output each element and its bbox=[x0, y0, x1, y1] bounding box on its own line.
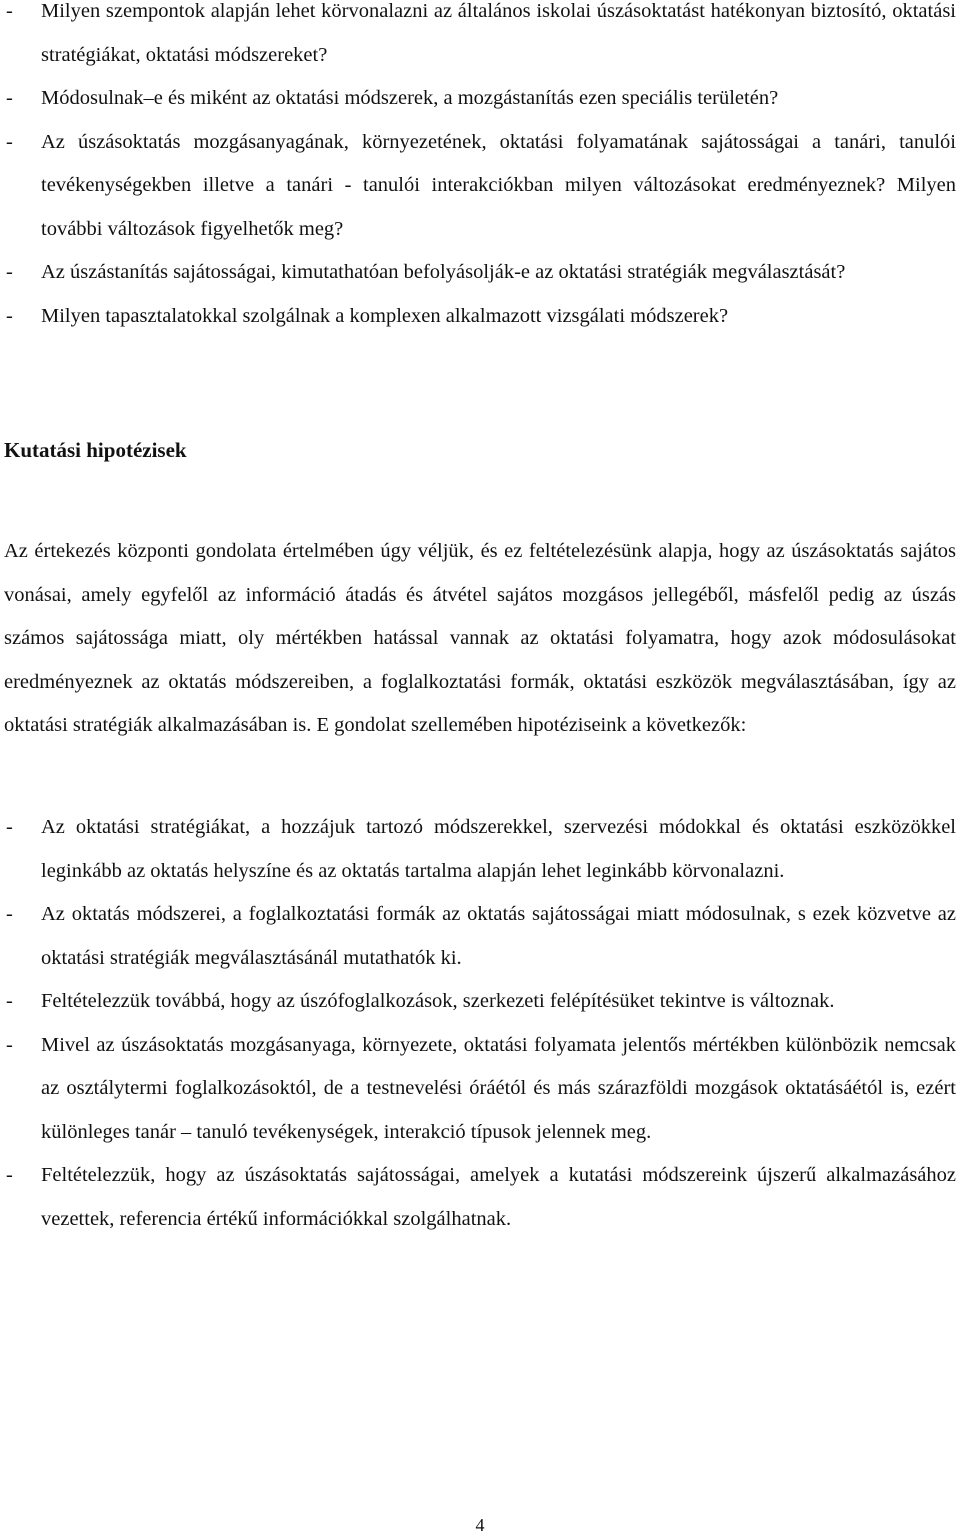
list-item bbox=[0, 77, 960, 121]
list-item-text: Milyen szempontok alapján lehet körvonalazni az általános iskolai úszásoktatást hatékonyan biztosító, oktatási stratégiákat, oktatási módszereket? bbox=[41, 0, 956, 66]
list-item bbox=[0, 1154, 960, 1241]
bullet-dash: - bbox=[6, 261, 13, 283]
list-item-text: Milyen tapasztalatokkal szolgálnak a komplexen alkalmazott vizsgálati módszerek? bbox=[41, 304, 729, 327]
list-item-text: Feltételezzük továbbá, hogy az úszófoglalkozások, szerkezeti felépítésüket tekintve is változnak. bbox=[41, 990, 835, 1012]
list-item-text: Az úszásoktatás mozgásanyagának, környezetének, oktatási folyamatának sajátosságai a tanári, tanulói tevékenységekben illetve a tanári - tanulói interakciókban milyen változásokat eredményeznek? Milyen további változások figyelhetők meg? bbox=[41, 130, 956, 240]
list-item bbox=[0, 121, 960, 252]
list-item-text: Az oktatás módszerei, a foglalkoztatási formák az oktatás sajátosságai miatt módosulnak, s ezek közvetve az oktatási stratégiák megválasztásánál mutathatók ki. bbox=[41, 903, 956, 969]
list-item bbox=[0, 806, 960, 893]
list-item-text: Módosulnak–e és miként az oktatási módszerek, a mozgástanítás ezen speciális területén? bbox=[41, 87, 779, 109]
list-item-text: Feltételezzük, hogy az úszásoktatás sajátosságai, amelyek a kutatási módszereink újszerű alkalmazásához vezettek, referencia értékű információkkal szolgálhatnak. bbox=[41, 1164, 956, 1230]
page-number: 4 bbox=[475, 1515, 485, 1535]
list-item bbox=[0, 251, 960, 295]
bullet-dash: - bbox=[6, 903, 13, 925]
list-item-text: Az oktatási stratégiákat, a hozzájuk tartozó módszerekkel, szervezési módokkal és oktatási eszközökkel leginkább az oktatás helyszíne és az oktatás tartalma alapján lehet leginkább körvonalazni. bbox=[41, 816, 956, 882]
intro-paragraph: Az értekezés központi gondolata értelmében úgy véljük, és ez feltételezésünk alapja, hogy az úszásoktatás sajátos vonásai, amely egyfelől az információ átadás és átvétel sajátos mozgásos jellegéből, másfelől pedig az úszás számos sajátossága miatt, oly mértékben hatással vannak az oktatási folyamatra, hogy azok módosulásokat eredményeznek az oktatás módszereiben, a foglalkoztatási formák, oktatási eszközök megválasztásában, így az oktatási stratégiák alkalmazásában is. E gondolat szellemében hipotéziseink a következők: bbox=[4, 540, 956, 736]
research-questions-list bbox=[0, 0, 960, 338]
bullet-dash: - bbox=[6, 130, 13, 153]
list-item bbox=[0, 0, 960, 77]
bullet-dash: - bbox=[6, 816, 13, 838]
bullet-dash: - bbox=[6, 0, 13, 22]
section-heading: Kutatási hipotézisek bbox=[4, 438, 187, 462]
list-item bbox=[0, 980, 960, 1024]
list-item-text: Az úszástanítás sajátosságai, kimutathatóan befolyásolják-e az oktatási stratégiák megválasztását? bbox=[41, 261, 846, 283]
bullet-dash: - bbox=[6, 1033, 13, 1056]
list-item bbox=[0, 893, 960, 980]
list-item bbox=[0, 295, 960, 339]
hypotheses-list bbox=[0, 806, 960, 1241]
bullet-dash: - bbox=[6, 304, 13, 327]
bullet-dash: - bbox=[6, 1164, 13, 1186]
bullet-dash: - bbox=[6, 990, 13, 1012]
list-item-text: Mivel az úszásoktatás mozgásanyaga, környezete, oktatási folyamata jelentős mértékben különbözik nemcsak az osztálytermi foglalkozásoktól, de a testnevelési óráétól és más szárazföldi mozgások oktatásáétól is, ezért különleges tanár – tanuló tevékenységek, interakció típusok jelennek meg. bbox=[41, 1033, 956, 1143]
bullet-dash: - bbox=[6, 87, 13, 109]
list-item bbox=[0, 1024, 960, 1155]
